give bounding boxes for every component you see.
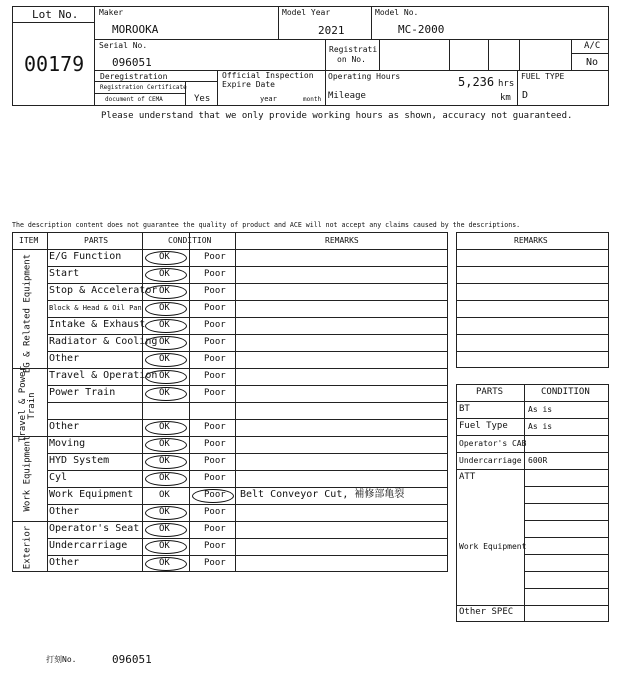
condition-ok-option[interactable]: OK	[159, 558, 170, 568]
divider	[456, 401, 609, 402]
ac-label: A/C	[584, 41, 601, 51]
month-label: month	[303, 96, 322, 103]
divider	[325, 39, 326, 106]
registration-label: Registrati	[329, 45, 378, 54]
parts-row-condition: As is	[528, 405, 553, 414]
condition-poor-option[interactable]: Poor	[204, 320, 226, 330]
model-year-label: Model Year	[282, 8, 331, 17]
divider	[235, 232, 236, 572]
document-cema-label: document of CEMA	[105, 96, 163, 103]
model-year-value: 2021	[318, 24, 345, 37]
condition-poor-option[interactable]: Poor	[204, 303, 226, 313]
inspection-label-2: Expire Date	[222, 80, 275, 89]
divider	[456, 351, 609, 352]
part-label: Block & Head & Oil Pan	[49, 304, 142, 312]
divider	[456, 317, 609, 318]
condition-ok-option[interactable]: OK	[159, 252, 170, 262]
divider	[524, 520, 609, 521]
divider	[517, 70, 518, 106]
model-no-label: Model No.	[375, 8, 419, 17]
divider	[524, 537, 609, 538]
parts-header: PARTS	[476, 387, 504, 397]
ok-selected-circle	[145, 302, 187, 316]
divider	[379, 39, 380, 70]
part-label: Intake & Exhaust	[49, 319, 146, 330]
part-label: E/G Function	[49, 251, 122, 262]
header-condition: CONDITION	[168, 236, 212, 245]
condition-poor-option[interactable]: Poor	[204, 558, 226, 568]
divider	[571, 53, 609, 54]
divider	[12, 249, 448, 250]
divider	[12, 521, 448, 522]
parts-row-label: Operator's CAB	[459, 439, 527, 448]
condition-poor-option[interactable]: Poor	[204, 456, 226, 466]
part-label: Operator's Seat	[49, 523, 140, 534]
part-label: Other	[49, 421, 80, 432]
condition-poor-option[interactable]: Poor	[204, 422, 226, 432]
divider	[47, 402, 448, 403]
condition-poor-option[interactable]: Poor	[204, 252, 226, 262]
divider	[456, 469, 609, 470]
part-label: Other	[49, 353, 80, 364]
maker-value: MOROOKA	[112, 23, 159, 36]
condition-ok-option[interactable]: OK	[159, 354, 170, 364]
divider	[456, 334, 609, 335]
ok-selected-circle	[145, 506, 187, 520]
condition-poor-option[interactable]: Poor	[204, 490, 226, 500]
ok-selected-circle	[145, 319, 187, 333]
parts-row-condition: 600R	[528, 456, 548, 465]
divider	[47, 283, 448, 284]
divider	[12, 436, 448, 437]
maker-label: Maker	[99, 8, 124, 17]
divider	[47, 504, 448, 505]
group-label-eg: EG & Related Equipment	[22, 253, 33, 374]
part-label: Other	[49, 557, 80, 568]
engraving-label: 打刻No.	[46, 655, 77, 664]
operating-hours-label: Operating Hours	[328, 72, 401, 81]
registration-label-2: on No.	[337, 55, 366, 64]
condition-ok-option[interactable]: OK	[159, 320, 170, 330]
mileage-label: Mileage	[328, 91, 366, 101]
condition-ok-option[interactable]: OK	[159, 541, 170, 551]
divider	[47, 334, 448, 335]
right-remarks-header: REMARKS	[514, 236, 548, 245]
condition-ok-option[interactable]: OK	[159, 422, 170, 432]
divider	[456, 452, 609, 453]
part-label: Power Train	[49, 387, 116, 398]
divider	[47, 300, 448, 301]
condition-poor-option[interactable]: Poor	[204, 354, 226, 364]
part-label: Start	[49, 268, 80, 279]
condition-ok-option[interactable]: OK	[159, 286, 170, 296]
part-label: Other	[49, 506, 80, 517]
divider	[456, 300, 609, 301]
divider	[524, 571, 609, 572]
ok-selected-circle	[145, 438, 187, 452]
divider	[456, 435, 609, 436]
group-label-work: Work Equipment	[22, 435, 33, 512]
notice-description: The description content does not guarantee the quality of product and ACE will not accept any claims caused by the descriptions.	[12, 221, 521, 229]
condition-ok-option[interactable]: OK	[159, 337, 170, 347]
divider	[449, 39, 450, 70]
parts-row-label: Other SPEC	[459, 607, 514, 617]
condition-ok-option[interactable]: OK	[159, 507, 170, 517]
condition-poor-option[interactable]: Poor	[204, 473, 226, 483]
divider	[47, 266, 448, 267]
fuel-type-label: FUEL TYPE	[521, 72, 565, 81]
condition-ok-option[interactable]: OK	[159, 456, 170, 466]
part-label: Moving	[49, 438, 86, 449]
header-remarks: REMARKS	[325, 236, 359, 245]
divider	[456, 266, 609, 267]
operating-hours-value: 5,236	[458, 75, 495, 89]
fuel-type-value: D	[522, 90, 529, 101]
serial-no-label: Serial No.	[99, 41, 148, 50]
header-parts: PARTS	[84, 236, 109, 245]
ok-selected-circle	[145, 540, 187, 554]
part-label: Cyl	[49, 472, 68, 483]
divider	[47, 317, 448, 318]
inspection-label: Official Inspection	[222, 71, 314, 80]
header-item: ITEM	[19, 236, 39, 245]
condition-poor-option[interactable]: Poor	[204, 524, 226, 534]
condition-ok-option[interactable]: OK	[159, 388, 170, 398]
condition-poor-option[interactable]: Poor	[204, 541, 226, 551]
condition-ok-option[interactable]: OK	[159, 439, 170, 449]
condition-poor-option[interactable]: Poor	[204, 388, 226, 398]
ok-selected-circle	[145, 523, 187, 537]
divider	[456, 418, 609, 419]
parts-row-label: ATT	[459, 472, 476, 482]
divider	[12, 22, 94, 23]
lot-no-label: Lot No.	[32, 8, 79, 21]
part-label: HYD System	[49, 455, 110, 466]
divider	[524, 503, 609, 504]
part-label: Work Equipment	[49, 489, 134, 500]
part-label: Undercarriage	[49, 540, 128, 551]
divider	[47, 538, 448, 539]
divider	[142, 232, 143, 572]
condition-ok-option[interactable]: OK	[159, 490, 170, 500]
registration-certificate-label: Registration Certificate	[100, 84, 187, 91]
part-label: Stop & Accelerator	[49, 285, 158, 296]
ok-selected-circle	[145, 421, 187, 435]
group-label-travel	[18, 366, 37, 442]
divider	[371, 6, 372, 39]
divider	[519, 39, 520, 70]
condition-ok-option[interactable]: OK	[159, 303, 170, 313]
divider	[278, 6, 279, 39]
year-label: year	[260, 95, 277, 103]
ok-selected-circle	[145, 557, 187, 571]
serial-no-value: 096051	[112, 56, 152, 69]
parts-row-label: BT	[459, 404, 470, 414]
condition-poor-option[interactable]: Poor	[204, 439, 226, 449]
part-label: Radiator & Cooling	[49, 336, 158, 347]
condition-ok-option[interactable]: OK	[159, 371, 170, 381]
ok-selected-circle	[145, 285, 187, 299]
lot-no-value: 00179	[24, 52, 85, 76]
divider	[47, 470, 448, 471]
hrs-unit: hrs	[498, 79, 515, 89]
divider	[571, 39, 572, 70]
ok-selected-circle	[145, 251, 187, 265]
model-no-value: MC-2000	[398, 23, 445, 36]
ok-selected-circle	[145, 336, 187, 350]
condition-poor-option[interactable]: Poor	[204, 371, 226, 381]
ok-selected-circle	[145, 387, 187, 401]
divider	[12, 368, 448, 369]
divider	[189, 232, 190, 572]
ok-selected-circle	[145, 472, 187, 486]
divider	[456, 605, 609, 606]
deregistration-label: Deregistration	[100, 72, 168, 81]
divider	[94, 70, 609, 71]
ac-value: No	[586, 57, 599, 68]
divider	[47, 453, 448, 454]
parts-row-label: Fuel Type	[459, 421, 508, 431]
group-label-travel-line: Travel & Power	[18, 366, 28, 442]
divider	[217, 70, 218, 106]
remark-text: Belt Conveyor Cut, 補修部亀裂	[240, 489, 405, 500]
divider	[524, 554, 609, 555]
notice-hours: Please understand that we only provide working hours as shown, accuracy not guaranteed.	[101, 111, 573, 121]
divider	[524, 486, 609, 487]
divider	[94, 81, 217, 82]
ok-selected-circle	[145, 455, 187, 469]
condition-poor-option[interactable]: Poor	[204, 337, 226, 347]
group-label-exterior: Exterior	[22, 525, 33, 570]
divider	[47, 419, 448, 420]
divider	[524, 588, 609, 589]
condition-poor-option[interactable]: Poor	[204, 507, 226, 517]
condition-ok-option[interactable]: OK	[159, 473, 170, 483]
divider	[47, 232, 48, 572]
ok-selected-circle	[145, 268, 187, 282]
divider	[94, 39, 609, 40]
divider	[47, 555, 448, 556]
condition-ok-option[interactable]: OK	[159, 524, 170, 534]
divider	[47, 487, 448, 488]
document-cema-value: Yes	[194, 94, 211, 104]
ok-selected-circle	[145, 353, 187, 367]
condition-poor-option[interactable]: Poor	[204, 286, 226, 296]
divider	[94, 6, 95, 106]
engraving-value: 096051	[112, 653, 152, 666]
parts-row-condition: As is	[528, 422, 553, 431]
part-label: Travel & Operation	[49, 370, 158, 381]
divider	[488, 39, 489, 70]
parts-row-label: Work Equipment	[459, 542, 527, 551]
divider	[456, 249, 609, 250]
ok-selected-circle	[145, 370, 187, 384]
parts-row-label: Undercarriage	[459, 456, 522, 465]
group-label-travel-line: Train	[27, 392, 37, 420]
condition-poor-option[interactable]: Poor	[204, 269, 226, 279]
divider	[456, 283, 609, 284]
condition-ok-option[interactable]: OK	[159, 269, 170, 279]
poor-selected-circle	[192, 489, 234, 503]
divider	[47, 385, 448, 386]
condition-header: CONDITION	[541, 387, 590, 397]
divider	[94, 93, 185, 94]
divider	[47, 351, 448, 352]
km-unit: km	[500, 93, 511, 103]
